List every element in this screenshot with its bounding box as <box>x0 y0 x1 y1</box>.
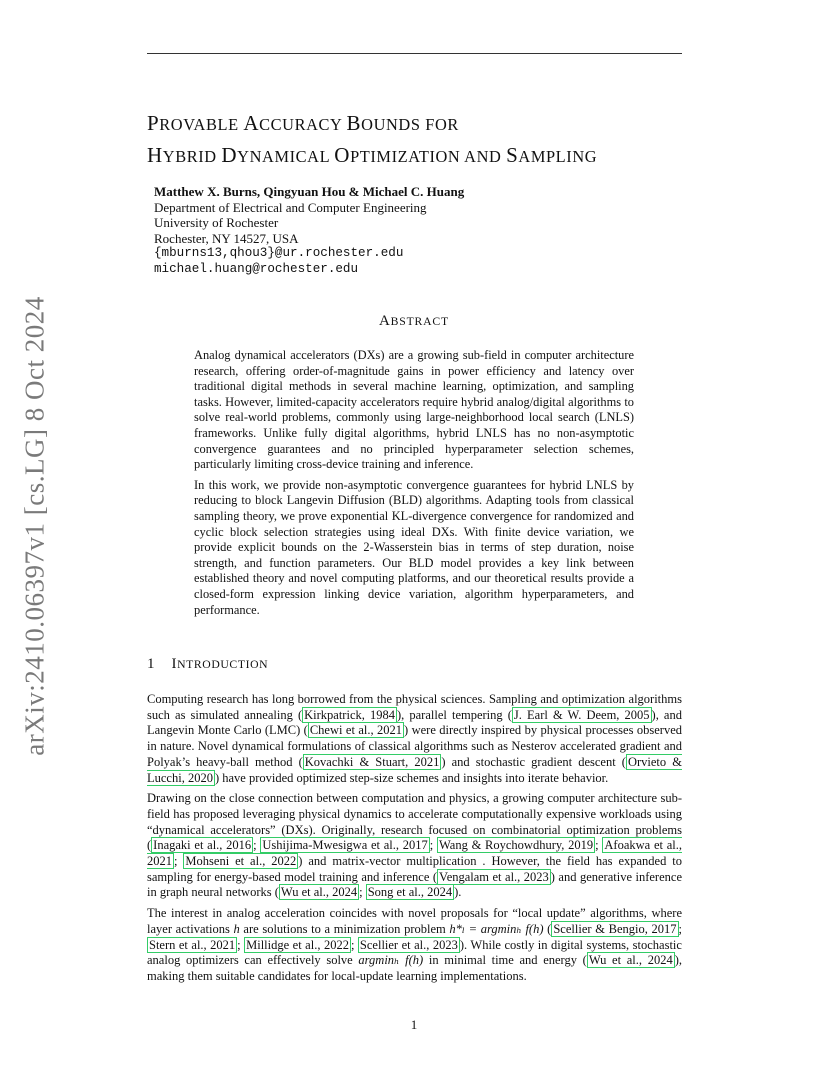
intro-p2-text-2: ) and matrix-vector multiplication . However, the field has expanded to sampling for energy-based model training and inference ( <box>147 854 683 884</box>
title-line-2: HYBRID DYNAMICAL OPTIMIZATION AND SAMPLING <box>147 143 598 167</box>
citation-separator: ; <box>350 937 358 952</box>
citation-separator: ; <box>595 838 603 853</box>
math-inline: h <box>233 921 240 936</box>
citation-separator: ; <box>253 838 261 853</box>
intro-p1-text-3: ), and Langevin Monte Carlo (LMC) ( <box>147 707 682 738</box>
section-title: INTRODUCTION <box>171 656 269 672</box>
citation-link[interactable]: Vengalam et al., 2023 <box>439 869 549 884</box>
intro-p1-text-1: Computing research has long borrowed from the physical sciences. Sampling and optimization algorithms such as simulated annealing ( <box>147 692 682 722</box>
intro-paragraph-2 <box>147 791 682 901</box>
intro-p3-text-1: The interest in analog acceleration coincides with novel proposals for “local update” algorithms, where layer activations <box>147 906 682 936</box>
intro-p1-text-2: ), parallel tempering ( <box>396 707 512 722</box>
intro-p3-text-4: ). While costly in digital systems, stochastic analog optimizers can effectively solve <box>147 937 682 968</box>
citation-link[interactable]: Millidge et al., 2022 <box>246 937 349 952</box>
affiliation-department: Department of Electrical and Computer Engineering <box>154 199 427 215</box>
citation-link[interactable]: Wu et al., 2024 <box>588 953 673 968</box>
math-inline: h*ₗ = argminₕ f(h) <box>449 921 544 936</box>
author-email-1[interactable]: {mburns13,qhou3}@ur.rochester.edu <box>154 246 404 260</box>
abstract-heading <box>0 313 828 330</box>
citation-separator: ; <box>429 838 437 853</box>
citation-link[interactable]: Ushijima-Mwesigwa et al., 2017 <box>262 838 428 853</box>
paper-title <box>147 108 707 172</box>
citation-link[interactable]: Stern et al., 2021 <box>149 937 236 952</box>
citation-link[interactable]: Inagaki et al., 2016 <box>153 838 252 853</box>
citation-link[interactable]: Afoakwa et al., 2021 <box>147 838 682 869</box>
title-line-1: PROVABLE ACCURACY BOUNDS FOR <box>147 111 459 135</box>
page-number: 1 <box>410 1017 418 1032</box>
intro-p3-text-3: ( <box>543 921 552 936</box>
intro-p3-text-5: in minimal time and energy ( <box>423 953 587 968</box>
intro-p2-text-1: Drawing on the close connection between computation and physics, a growing computer architecture sub-field has proposed leveraging physical dynamics to accelerate computationally expensive workloads using “dynamical accelerators” (DXs). Originally, research focused on combinatorial optimization problems ( <box>147 791 682 853</box>
intro-p1-text-4: ) were directly inspired by physical processes observed in nature. Novel dynamical formulations of classical algorithms such as Nesterov accelerated gradient and Polyak’s heavy-ball method ( <box>147 723 682 769</box>
citation-separator: ; <box>678 921 682 936</box>
citation-link[interactable]: J. Earl & W. Deem, 2005 <box>513 707 650 722</box>
citation-link[interactable]: Scellier & Bengio, 2017 <box>553 921 677 936</box>
author-names: Matthew X. Burns, Qingyuan Hou & Michael C. Huang <box>154 184 465 199</box>
citation-link[interactable]: Chewi et al., 2021 <box>309 723 403 738</box>
intro-p3-text-6: ), making them suitable candidates for local-update learning implementations. <box>147 953 682 983</box>
arxiv-stamp-container <box>12 296 58 756</box>
citation-link[interactable]: Wu et al., 2024 <box>280 885 358 900</box>
citation-separator: ; <box>359 885 366 900</box>
intro-p1-text-5: ) and stochastic gradient descent ( <box>441 754 626 769</box>
intro-paragraph-3 <box>147 906 682 985</box>
affiliation-address: Rochester, NY 14527, USA <box>154 230 299 246</box>
abstract-heading-text: ABSTRACT <box>379 313 449 329</box>
citation-separator: ; <box>237 937 245 952</box>
intro-p3-text-2: are solutions to a minimization problem <box>239 921 450 936</box>
intro-p2-text-3: ) and generative inference in graph neural networks ( <box>147 869 682 900</box>
introduction-body <box>147 692 682 990</box>
citation-link[interactable]: Mohseni et al., 2022 <box>185 854 297 869</box>
citation-link[interactable]: Orvieto & Lucchi, 2020 <box>147 754 682 785</box>
abstract-paragraph-2: In this work, we provide non-asymptotic convergence guarantees for hybrid LNLS by reducing to block Langevin Diffusion (BLD) algorithms. Adapting tools from classical sampling theory, we prove exponential KL-divergence convergence for randomized and cyclic block selection strategies using ideal DXs. With finite device variation, we provide explicit bounds on the 2-Wasserstein bias in terms of step duration, noise strength, and function parameters. Our BLD model provides a key link between established theory and novel computing platforms, and our theoretical results provide a closed-form expression linking device variation, algorithm hyperparameters, and performance. <box>194 477 634 617</box>
affiliation-university: University of Rochester <box>154 215 279 230</box>
arxiv-stamp: arXiv:2410.06397v1 [cs.LG] 8 Oct 2024 <box>19 296 50 756</box>
author-block <box>154 184 464 277</box>
section-heading-introduction <box>147 656 268 673</box>
intro-paragraph-1 <box>147 692 682 786</box>
intro-p2-text-4: ). <box>454 885 462 900</box>
abstract-paragraph-1: Analog dynamical accelerators (DXs) are a growing sub-field in computer architecture research, offering order-of-magnitude gains in power efficiency and latency over traditional digital methods in several machine learning, optimization, and sampling tasks. However, limited-capacity accelerators require hybrid analog/digital algorithms to solve real-world problems, commonly using large-neighborhood local search (LNLS) frameworks. Unlike fully digital algorithms, hybrid LNLS has no non-asymptotic convergence guarantees and no principled hyperparameter selection schemes, particularly limiting cross-device training and inference. <box>194 348 634 472</box>
citation-link[interactable]: Kirkpatrick, 1984 <box>304 707 395 722</box>
top-rule <box>147 53 682 54</box>
intro-p1-text-6: ) have provided optimized step-size schemes and insights into iterate behavior. <box>214 770 609 785</box>
citation-link[interactable]: Song et al., 2024 <box>367 885 453 900</box>
author-email-2[interactable]: michael.huang@rochester.edu <box>154 261 359 276</box>
abstract <box>194 348 634 623</box>
citation-link[interactable]: Kovachki & Stuart, 2021 <box>304 754 440 769</box>
citation-link[interactable]: Scellier et al., 2023 <box>359 937 458 952</box>
section-number: 1 <box>147 656 156 672</box>
citation-separator: ; <box>174 854 184 869</box>
math-inline: argminₕ f(h) <box>358 953 424 968</box>
citation-link[interactable]: Wang & Roychowdhury, 2019 <box>438 838 594 853</box>
